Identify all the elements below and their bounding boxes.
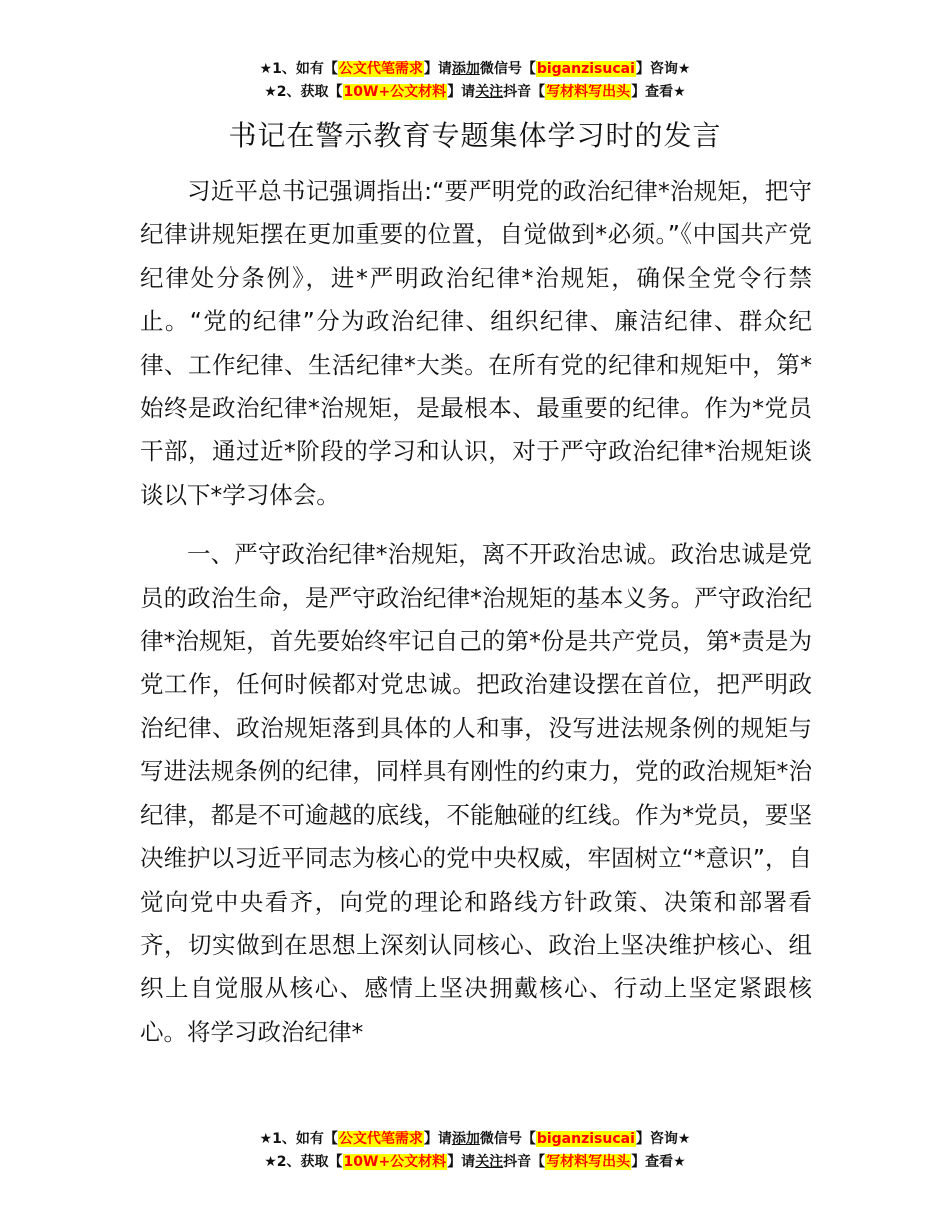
banner-text: 】请 (423, 1131, 452, 1147)
banner-highlight: 10W+公文材料 (343, 1154, 447, 1170)
body-paragraph: 习近平总书记强调指出:“要严明党的政治纪律*治规矩，把守纪律讲规矩摆在更加重要的位置，自觉做到*必须。”《中国共产党纪律处分条例》，进*严明政治纪律*治规矩，确保全党令行禁止。“党的纪律”分为政治纪律、组织纪律、廉洁纪律、群众纪律、工作纪律、生活纪律*大类。在所有党的纪律和规矩中，第*始终是政治纪律*治规矩，是最根本、最重要的纪律。作为*党员干部，通过近*阶段的学习和认识，对于严守政治纪律*治规矩谈谈以下*学习体会。 (140, 177, 812, 509)
banner-text: 】查看★ (631, 1154, 686, 1170)
banner-highlight: biganzisucai (536, 1131, 635, 1147)
banner-line-1 (0, 58, 950, 81)
banner-text: 】请 (423, 61, 452, 77)
banner-highlight: 10W+公文材料 (343, 84, 447, 100)
banner-emphasis: 添加 (451, 61, 480, 77)
document-body (140, 170, 812, 1070)
banner-text: 微信号【 (479, 61, 536, 77)
banner-line-1 (0, 1128, 950, 1151)
banner-highlight: 写材料写出头 (546, 1154, 631, 1170)
banner-line-2 (0, 1151, 950, 1174)
document-title: 书记在警示教育专题集体学习时的发言 (228, 119, 722, 152)
banner-text: ★2、获取【 (264, 84, 343, 100)
header-banner (0, 58, 950, 104)
banner-emphasis: 关注 (475, 84, 504, 100)
banner-text: ★1、如有【 (259, 61, 338, 77)
banner-text: 抖音【 (503, 1154, 546, 1170)
banner-emphasis: 关注 (475, 1154, 504, 1170)
banner-text: 】咨询★ (635, 61, 691, 77)
banner-text: 抖音【 (503, 84, 546, 100)
footer-banner (0, 1128, 950, 1174)
banner-text: 微信号【 (479, 1131, 536, 1147)
banner-highlight: biganzisucai (536, 61, 635, 77)
banner-emphasis: 添加 (451, 1131, 480, 1147)
banner-text: 】查看★ (631, 84, 686, 100)
banner-text: ★1、如有【 (259, 1131, 338, 1147)
banner-highlight: 写材料写出头 (546, 84, 631, 100)
banner-text: ★2、获取【 (264, 1154, 343, 1170)
banner-text: 】请 (447, 84, 476, 100)
banner-highlight: 公文代笔需求 (338, 1131, 423, 1147)
banner-text: 】咨询★ (635, 1131, 691, 1147)
banner-text: 】请 (447, 1154, 476, 1170)
banner-highlight: 公文代笔需求 (338, 61, 423, 77)
banner-line-2 (0, 81, 950, 104)
body-paragraph: 一、严守政治纪律*治规矩，离不开政治忠诚。政治忠诚是党员的政治生命，是严守政治纪律*治规矩的基本义务。严守政治纪律*治规矩，首先要始终牢记自己的第*份是共产党员，第*责是为党工作，任何时候都对党忠诚。把政治建设摆在首位，把严明政治纪律、政治规矩落到具体的人和事，没写进法规条例的规矩与写进法规条例的纪律，同样具有刚性的约束力，党的政治规矩*治纪律，都是不可逾越的底线，不能触碰的红线。作为*党员，要坚决维护以习近平同志为核心的党中央权威，牢固树立“*意识”，自觉向党中央看齐，向党的理论和路线方针政策、决策和部署看齐，切实做到在思想上深刻认同核心、政治上坚决维护核心、组织上自觉服从核心、感情上坚决拥戴核心、行动上坚定紧跟核心。将学习政治纪律* (140, 540, 812, 1046)
